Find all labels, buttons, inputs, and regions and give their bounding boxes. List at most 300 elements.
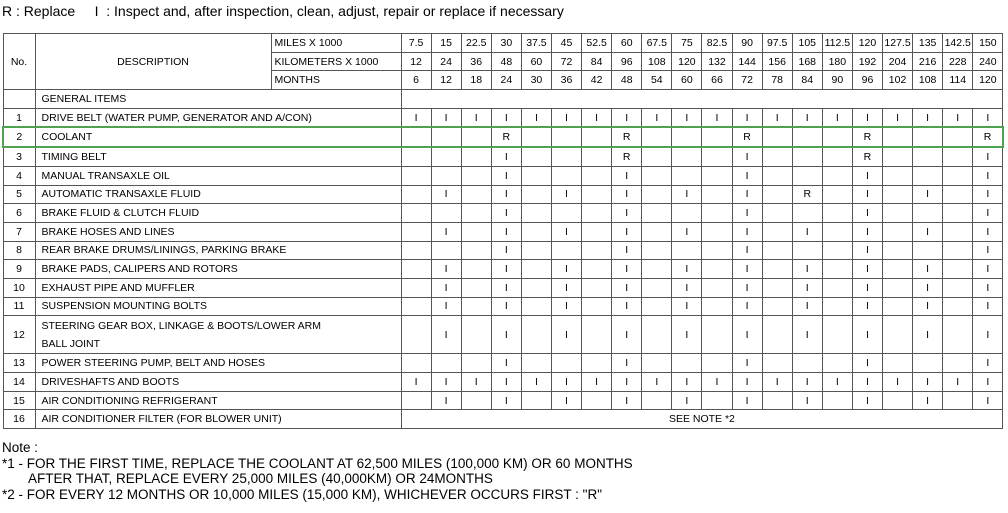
schedule-cell <box>762 185 792 204</box>
schedule-cell: I <box>852 391 882 410</box>
item-number: 16 <box>3 410 35 429</box>
schedule-cell: I <box>612 354 642 373</box>
schedule-cell: I <box>732 185 762 204</box>
schedule-cell: I <box>852 354 882 373</box>
schedule-cell <box>702 127 732 147</box>
schedule-cell <box>551 147 581 166</box>
schedule-cell <box>521 166 551 185</box>
schedule-cell <box>582 185 612 204</box>
header-months-cell: 42 <box>582 71 612 90</box>
schedule-cell <box>401 147 431 166</box>
schedule-cell: I <box>852 222 882 241</box>
schedule-cell <box>702 204 732 223</box>
schedule-cell: I <box>612 297 642 316</box>
schedule-cell <box>401 185 431 204</box>
schedule-cell: I <box>792 297 822 316</box>
schedule-cell <box>642 316 672 354</box>
schedule-cell: I <box>612 222 642 241</box>
schedule-cell <box>762 391 792 410</box>
schedule-cell <box>431 354 461 373</box>
schedule-cell: I <box>883 108 913 127</box>
schedule-cell: I <box>913 316 943 354</box>
schedule-cell: I <box>973 316 1003 354</box>
schedule-cell <box>401 354 431 373</box>
schedule-cell <box>883 147 913 166</box>
item-number: 9 <box>3 260 35 279</box>
header-months-cell: 6 <box>401 71 431 90</box>
schedule-cell <box>822 278 852 297</box>
schedule-row <box>3 147 1003 166</box>
header-km-cell: 72 <box>551 52 581 71</box>
schedule-cell: I <box>973 147 1003 166</box>
schedule-row <box>3 278 1003 297</box>
schedule-cell <box>582 260 612 279</box>
schedule-cell <box>913 241 943 260</box>
schedule-cell <box>672 241 702 260</box>
schedule-cell <box>401 166 431 185</box>
header-km-cell: 156 <box>762 52 792 71</box>
schedule-cell: I <box>491 222 521 241</box>
schedule-body <box>3 90 1003 429</box>
schedule-cell: I <box>431 278 461 297</box>
header-km-cell: 192 <box>852 52 882 71</box>
schedule-cell: I <box>973 278 1003 297</box>
schedule-cell: I <box>702 108 732 127</box>
header-km-cell: 144 <box>732 52 762 71</box>
schedule-cell <box>943 260 973 279</box>
item-description: AUTOMATIC TRANSAXLE FLUID <box>35 185 401 204</box>
schedule-cell: I <box>973 354 1003 373</box>
schedule-cell: I <box>491 260 521 279</box>
schedule-cell: I <box>672 260 702 279</box>
schedule-cell: I <box>612 166 642 185</box>
schedule-cell: I <box>913 260 943 279</box>
schedule-cell: I <box>491 204 521 223</box>
schedule-cell: I <box>732 391 762 410</box>
schedule-cell <box>401 241 431 260</box>
schedule-cell: I <box>732 241 762 260</box>
general-items-no <box>3 90 35 109</box>
schedule-cell: I <box>762 373 792 392</box>
schedule-cell <box>642 297 672 316</box>
schedule-cell: I <box>672 391 702 410</box>
schedule-cell <box>822 222 852 241</box>
schedule-cell <box>883 204 913 223</box>
schedule-cell <box>702 354 732 373</box>
schedule-cell: I <box>973 204 1003 223</box>
schedule-cell: I <box>913 222 943 241</box>
schedule-cell: I <box>973 241 1003 260</box>
schedule-cell <box>883 241 913 260</box>
schedule-cell <box>702 316 732 354</box>
schedule-cell <box>582 391 612 410</box>
schedule-cell: I <box>431 297 461 316</box>
schedule-cell <box>521 354 551 373</box>
schedule-cell <box>551 354 581 373</box>
schedule-cell: I <box>491 108 521 127</box>
schedule-cell <box>943 297 973 316</box>
schedule-cell <box>913 204 943 223</box>
general-items-row <box>3 90 1003 109</box>
schedule-cell: I <box>612 260 642 279</box>
schedule-cell <box>461 260 491 279</box>
schedule-cell: I <box>732 297 762 316</box>
item-number: 12 <box>3 316 35 354</box>
header-row-miles <box>3 34 1003 53</box>
schedule-cell <box>401 297 431 316</box>
schedule-cell: I <box>852 316 882 354</box>
schedule-cell <box>762 278 792 297</box>
header-months-cell: 120 <box>973 71 1003 90</box>
schedule-cell: I <box>551 297 581 316</box>
schedule-cell <box>521 316 551 354</box>
header-months-cell: 102 <box>883 71 913 90</box>
schedule-cell <box>401 204 431 223</box>
schedule-cell: R <box>612 147 642 166</box>
item-number: 10 <box>3 278 35 297</box>
header-miles-cell: 67.5 <box>642 34 672 53</box>
schedule-cell <box>822 185 852 204</box>
schedule-cell <box>461 241 491 260</box>
header-km-cell: 48 <box>491 52 521 71</box>
schedule-cell: I <box>461 108 491 127</box>
schedule-cell: I <box>973 391 1003 410</box>
schedule-cell <box>401 391 431 410</box>
schedule-cell <box>672 354 702 373</box>
schedule-cell <box>822 147 852 166</box>
schedule-cell <box>521 204 551 223</box>
schedule-cell: I <box>792 373 822 392</box>
schedule-row <box>3 391 1003 410</box>
schedule-cell: R <box>491 127 521 147</box>
header-miles-cell: 90 <box>732 34 762 53</box>
schedule-cell <box>883 260 913 279</box>
schedule-cell: I <box>612 278 642 297</box>
schedule-cell <box>401 222 431 241</box>
schedule-cell <box>672 147 702 166</box>
header-miles-cell: 22.5 <box>461 34 491 53</box>
header-miles-cell: 60 <box>612 34 642 53</box>
schedule-cell <box>883 316 913 354</box>
schedule-cell <box>913 147 943 166</box>
header-months-cell: 84 <box>792 71 822 90</box>
schedule-cell <box>943 391 973 410</box>
schedule-cell <box>883 297 913 316</box>
header-months-cell: 114 <box>943 71 973 90</box>
schedule-cell <box>521 278 551 297</box>
schedule-row <box>3 127 1003 147</box>
notes-title: Note : <box>2 440 39 455</box>
schedule-cell: I <box>822 108 852 127</box>
schedule-cell: I <box>732 354 762 373</box>
item-number: 13 <box>3 354 35 373</box>
schedule-cell <box>762 222 792 241</box>
schedule-cell: I <box>732 166 762 185</box>
schedule-cell: I <box>852 373 882 392</box>
header-km-label: KILOMETERS X 1000 <box>271 52 401 71</box>
item-description: EXHAUST PIPE AND MUFFLER <box>35 278 401 297</box>
note-2: *2 - FOR EVERY 12 MONTHS OR 10,000 MILES (15,000 KM), WHICHEVER OCCURS FIRST : "R" <box>2 486 602 502</box>
schedule-cell: I <box>672 108 702 127</box>
schedule-cell: I <box>852 278 882 297</box>
schedule-cell <box>822 166 852 185</box>
header-miles-cell: 135 <box>913 34 943 53</box>
schedule-cell: I <box>913 297 943 316</box>
schedule-cell: I <box>852 166 882 185</box>
item-description: DRIVESHAFTS AND BOOTS <box>35 373 401 392</box>
schedule-cell <box>943 127 973 147</box>
schedule-cell <box>582 147 612 166</box>
schedule-cell <box>702 297 732 316</box>
schedule-cell: I <box>551 260 581 279</box>
schedule-cell <box>642 222 672 241</box>
item-description: AIR CONDITIONER FILTER (FOR BLOWER UNIT) <box>35 410 401 429</box>
schedule-cell: I <box>672 185 702 204</box>
header-km-cell: 240 <box>973 52 1003 71</box>
schedule-cell <box>762 316 792 354</box>
schedule-cell <box>672 204 702 223</box>
schedule-cell <box>762 241 792 260</box>
schedule-cell <box>702 185 732 204</box>
schedule-cell: I <box>551 185 581 204</box>
item-number: 6 <box>3 204 35 223</box>
schedule-cell <box>672 166 702 185</box>
schedule-cell <box>822 354 852 373</box>
schedule-cell <box>762 127 792 147</box>
schedule-row <box>3 166 1003 185</box>
schedule-cell: I <box>491 391 521 410</box>
schedule-cell <box>822 127 852 147</box>
header-km-cell: 180 <box>822 52 852 71</box>
item-description: MANUAL TRANSAXLE OIL <box>35 166 401 185</box>
schedule-cell: I <box>792 260 822 279</box>
schedule-cell <box>582 278 612 297</box>
schedule-cell <box>913 127 943 147</box>
schedule-cell: I <box>973 166 1003 185</box>
schedule-cell <box>883 185 913 204</box>
schedule-row <box>3 316 1003 354</box>
schedule-cell <box>943 166 973 185</box>
header-months-cell: 66 <box>702 71 732 90</box>
schedule-cell <box>883 127 913 147</box>
schedule-cell: I <box>672 373 702 392</box>
schedule-cell: I <box>431 108 461 127</box>
header-km-cell: 12 <box>401 52 431 71</box>
general-items-label: GENERAL ITEMS <box>35 90 401 109</box>
note-1-line-1: *1 - FOR THE FIRST TIME, REPLACE THE COOLANT AT 62,500 MILES (100,000 KM) OR 60 MONTHS <box>2 455 633 471</box>
schedule-cell <box>822 297 852 316</box>
schedule-cell <box>521 241 551 260</box>
schedule-cell <box>582 166 612 185</box>
header-months-cell: 24 <box>491 71 521 90</box>
schedule-cell <box>401 260 431 279</box>
schedule-cell <box>702 166 732 185</box>
schedule-cell <box>461 222 491 241</box>
schedule-cell: I <box>762 108 792 127</box>
item-description: COOLANT <box>35 127 401 147</box>
header-miles-cell: 7.5 <box>401 34 431 53</box>
schedule-cell <box>672 127 702 147</box>
item-description-line-1: STEERING GEAR BOX, LINKAGE & BOOTS/LOWER ARM <box>41 319 321 332</box>
schedule-cell <box>582 204 612 223</box>
schedule-cell: R <box>852 147 882 166</box>
header-months-cell: 108 <box>913 71 943 90</box>
schedule-cell <box>401 127 431 147</box>
item-description: BRAKE FLUID & CLUTCH FLUID <box>35 204 401 223</box>
item-number: 7 <box>3 222 35 241</box>
schedule-cell <box>822 241 852 260</box>
schedule-cell <box>822 260 852 279</box>
header-months-cell: 12 <box>431 71 461 90</box>
schedule-cell: I <box>642 108 672 127</box>
schedule-cell: I <box>551 391 581 410</box>
header-miles-cell: 75 <box>672 34 702 53</box>
schedule-cell <box>431 127 461 147</box>
header-km-cell: 24 <box>431 52 461 71</box>
header-months-cell: 36 <box>551 71 581 90</box>
maintenance-schedule-table <box>2 33 1004 429</box>
schedule-cell: I <box>973 373 1003 392</box>
schedule-cell: I <box>551 278 581 297</box>
schedule-cell <box>792 354 822 373</box>
schedule-cell <box>943 147 973 166</box>
schedule-cell <box>943 204 973 223</box>
item-description: AIR CONDITIONING REFRIGERANT <box>35 391 401 410</box>
header-miles-cell: 112.5 <box>822 34 852 53</box>
schedule-cell <box>913 166 943 185</box>
schedule-cell: I <box>913 391 943 410</box>
schedule-cell <box>521 127 551 147</box>
schedule-cell: I <box>491 297 521 316</box>
schedule-cell <box>642 260 672 279</box>
schedule-cell <box>642 166 672 185</box>
schedule-cell <box>582 241 612 260</box>
schedule-cell <box>401 278 431 297</box>
schedule-cell <box>792 241 822 260</box>
schedule-cell <box>943 278 973 297</box>
header-months-cell: 90 <box>822 71 852 90</box>
header-miles-cell: 82.5 <box>702 34 732 53</box>
item-number: 5 <box>3 185 35 204</box>
schedule-cell <box>642 204 672 223</box>
schedule-cell <box>702 278 732 297</box>
schedule-cell <box>582 297 612 316</box>
header-months-label: MONTHS <box>271 71 401 90</box>
schedule-cell <box>461 127 491 147</box>
header-miles-cell: 150 <box>973 34 1003 53</box>
schedule-cell <box>461 316 491 354</box>
schedule-cell <box>521 185 551 204</box>
schedule-cell: I <box>582 373 612 392</box>
schedule-cell <box>551 166 581 185</box>
schedule-cell <box>431 204 461 223</box>
schedule-cell: I <box>401 108 431 127</box>
schedule-row <box>3 297 1003 316</box>
header-miles-cell: 120 <box>852 34 882 53</box>
schedule-cell: I <box>551 108 581 127</box>
schedule-cell: I <box>672 316 702 354</box>
schedule-cell: I <box>551 316 581 354</box>
schedule-cell: I <box>491 185 521 204</box>
header-km-cell: 168 <box>792 52 822 71</box>
item-description: REAR BRAKE DRUMS/LININGS, PARKING BRAKE <box>35 241 401 260</box>
schedule-cell <box>431 166 461 185</box>
header-miles-cell: 127.5 <box>883 34 913 53</box>
schedule-cell <box>401 316 431 354</box>
item-number: 1 <box>3 108 35 127</box>
schedule-cell <box>642 241 672 260</box>
schedule-cell <box>461 147 491 166</box>
schedule-cell: I <box>582 108 612 127</box>
header-miles-cell: 105 <box>792 34 822 53</box>
schedule-cell <box>943 185 973 204</box>
schedule-cell: I <box>612 204 642 223</box>
schedule-cell <box>551 241 581 260</box>
schedule-cell: I <box>973 108 1003 127</box>
schedule-cell: I <box>973 222 1003 241</box>
header-miles-label: MILES X 1000 <box>271 34 401 53</box>
header-km-cell: 36 <box>461 52 491 71</box>
schedule-cell: I <box>732 260 762 279</box>
schedule-cell <box>461 204 491 223</box>
schedule-row <box>3 108 1003 127</box>
header-km-cell: 216 <box>913 52 943 71</box>
schedule-cell: R <box>852 127 882 147</box>
schedule-cell <box>792 204 822 223</box>
schedule-row <box>3 204 1003 223</box>
schedule-cell <box>762 354 792 373</box>
schedule-cell: I <box>732 147 762 166</box>
schedule-cell <box>461 354 491 373</box>
schedule-cell: R <box>612 127 642 147</box>
header-km-cell: 204 <box>883 52 913 71</box>
schedule-row <box>3 185 1003 204</box>
schedule-cell: I <box>973 185 1003 204</box>
item-description: TIMING BELT <box>35 147 401 166</box>
schedule-cell: I <box>431 185 461 204</box>
schedule-cell <box>883 166 913 185</box>
schedule-cell <box>702 260 732 279</box>
header-months-cell: 78 <box>762 71 792 90</box>
schedule-cell: I <box>732 316 762 354</box>
schedule-cell <box>521 222 551 241</box>
schedule-cell: I <box>913 373 943 392</box>
item-number: 15 <box>3 391 35 410</box>
header-km-cell: 84 <box>582 52 612 71</box>
schedule-cell: R <box>792 185 822 204</box>
schedule-cell: I <box>943 108 973 127</box>
schedule-cell: I <box>612 185 642 204</box>
schedule-cell <box>822 391 852 410</box>
schedule-cell <box>822 316 852 354</box>
schedule-cell: I <box>943 373 973 392</box>
schedule-cell <box>521 391 551 410</box>
header-months-cell: 30 <box>521 71 551 90</box>
schedule-cell <box>943 222 973 241</box>
header-months-cell: 60 <box>672 71 702 90</box>
header-km-cell: 60 <box>521 52 551 71</box>
schedule-cell: I <box>792 222 822 241</box>
schedule-cell <box>582 127 612 147</box>
schedule-cell <box>642 185 672 204</box>
schedule-cell <box>792 147 822 166</box>
header-miles-cell: 30 <box>491 34 521 53</box>
schedule-cell: I <box>491 166 521 185</box>
schedule-cell: I <box>913 185 943 204</box>
schedule-cell: I <box>551 222 581 241</box>
item-description: BRAKE HOSES AND LINES <box>35 222 401 241</box>
note-1-line-2: AFTER THAT, REPLACE EVERY 25,000 MILES (40,000KM) OR 24MONTHS <box>28 471 493 486</box>
